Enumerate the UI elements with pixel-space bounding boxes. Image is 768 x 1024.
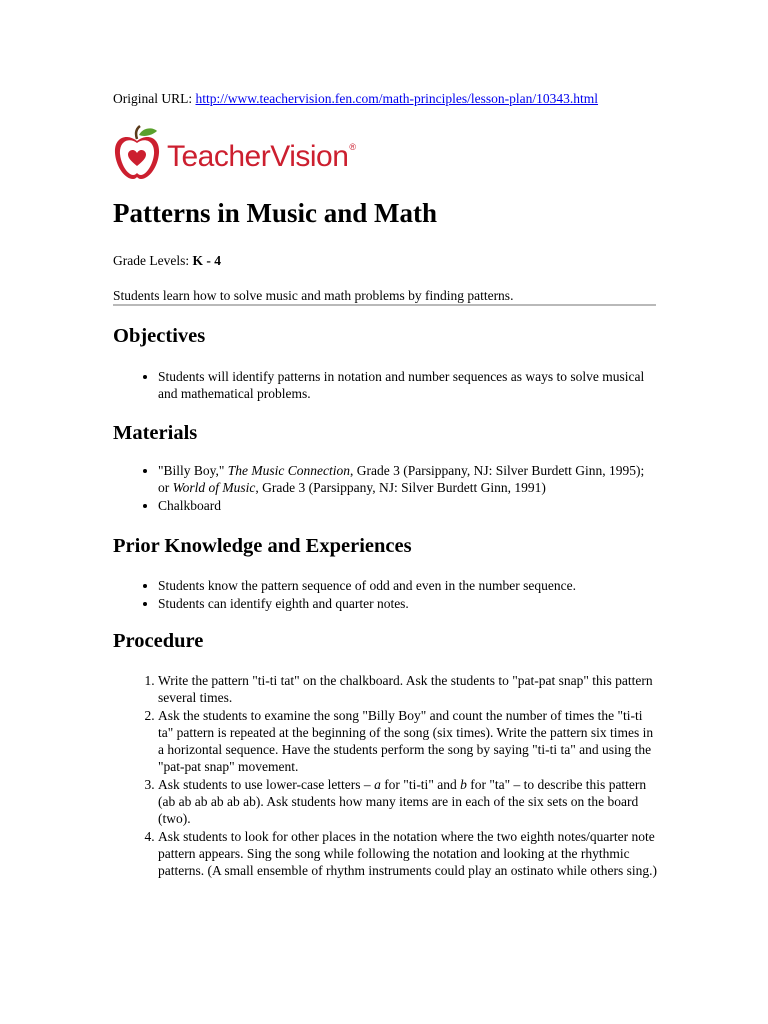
horizontal-divider bbox=[113, 304, 656, 306]
list-item: 2. Ask the students to examine the song "Billy Boy" and count the number of times the "ti-ti ta" pattern is repeated at the beginning of the song (six times). Write the pattern six times in a horizontal sequence. Have the students perform the song by saying "ti-ti ta" and using the "pat-pat snap" movement. bbox=[158, 707, 658, 775]
grade-levels bbox=[113, 253, 221, 269]
apple-heart-icon bbox=[113, 125, 161, 181]
materials-list bbox=[113, 462, 658, 515]
logo-wordmark bbox=[167, 140, 356, 174]
book-title: World of Music bbox=[172, 480, 256, 495]
procedure-heading: Procedure bbox=[113, 630, 204, 652]
list-item bbox=[158, 462, 658, 496]
lesson-summary: Students learn how to solve music and math problems by finding patterns. bbox=[113, 288, 514, 303]
prior-knowledge-heading: Prior Knowledge and Experiences bbox=[113, 535, 412, 557]
list-item bbox=[158, 776, 658, 827]
page-title: Patterns in Music and Math bbox=[113, 198, 437, 228]
materials-heading: Materials bbox=[113, 422, 198, 444]
grade-levels-label: Grade Levels: bbox=[113, 253, 193, 268]
step-text: Ask students to use lower-case letters – bbox=[158, 777, 375, 792]
material-text: "Billy Boy," bbox=[158, 463, 228, 478]
step-letter: a bbox=[374, 777, 381, 792]
original-url-line bbox=[113, 91, 598, 107]
original-url-link[interactable]: http://www.teachervision.fen.com/math-principles/lesson-plan/10343.html bbox=[195, 91, 599, 106]
teachervision-logo bbox=[113, 125, 356, 181]
grade-levels-value: K - 4 bbox=[192, 253, 221, 268]
book-title: The Music Connection bbox=[227, 463, 351, 478]
list-item: 1. Write the pattern "ti-ti tat" on the chalkboard. Ask the students to "pat-pat snap" this pattern several times. bbox=[158, 672, 658, 706]
procedure-list bbox=[113, 672, 658, 880]
objectives-heading: Objectives bbox=[113, 325, 206, 347]
step-letter: b bbox=[460, 777, 467, 792]
list-item: • Chalkboard bbox=[158, 497, 658, 514]
original-url-label: Original URL: bbox=[113, 91, 196, 106]
logo-text: TeacherVision bbox=[167, 140, 349, 173]
prior-knowledge-list bbox=[113, 577, 658, 613]
list-item: 4. Ask students to look for other places in the notation where the two eighth notes/quarter note pattern appears. Sing the song while following the notation and looking at the rhythmic patterns. (A small ensemble of rhythm instruments could play an ostinato while others sing.) bbox=[158, 828, 658, 879]
step-text: for "ta" – to describe this pattern (ab ab ab ab ab ab). Ask students how many items are in each of the six sets on the board (two). bbox=[158, 777, 647, 826]
list-item: • Students can identify eighth and quarter notes. bbox=[158, 595, 658, 612]
list-item: • Students will identify patterns in notation and number sequences as ways to solve musical and mathematical problems. bbox=[158, 368, 658, 402]
list-item: • Students know the pattern sequence of odd and even in the number sequence. bbox=[158, 577, 658, 594]
objectives-list bbox=[113, 368, 658, 403]
registered-mark: ® bbox=[349, 142, 356, 152]
step-text: for "ti-ti" and bbox=[380, 777, 461, 792]
material-text: , Grade 3 (Parsippany, NJ: Silver Burdett Ginn, 1991) bbox=[255, 480, 546, 495]
material-text: , Grade 3 (Parsippany, NJ: Silver Burdett Ginn, 1995); or bbox=[158, 463, 645, 495]
